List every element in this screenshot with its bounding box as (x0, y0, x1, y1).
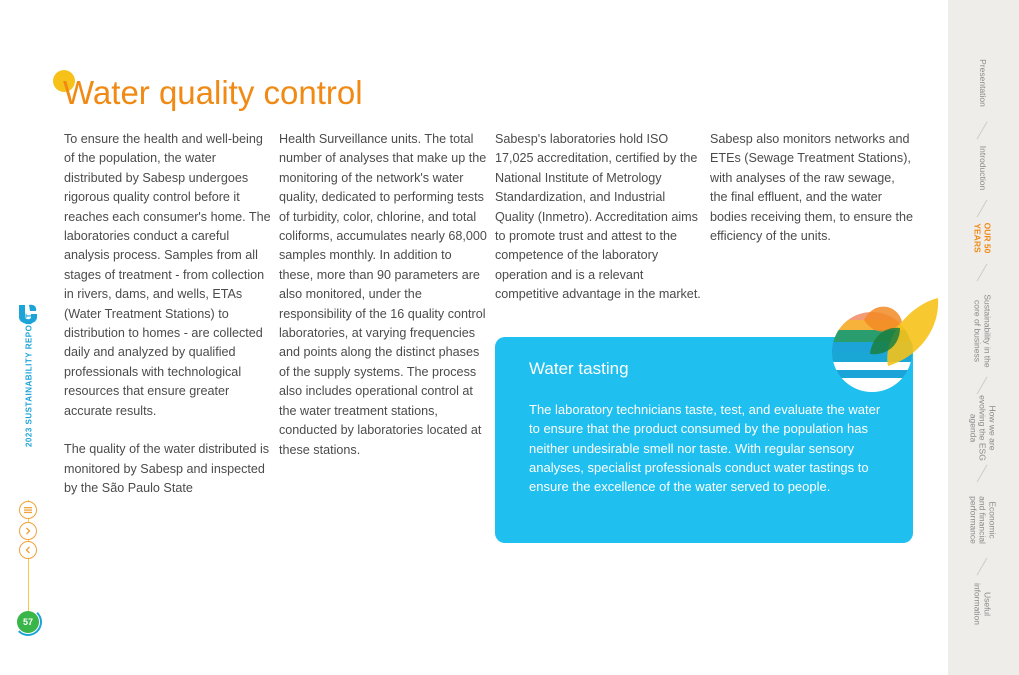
sidebar-item-economic-performance[interactable]: Economic and financial performance (968, 496, 998, 544)
page-title: Water quality control (63, 74, 363, 111)
text-column-2 (279, 130, 489, 460)
sidebar-separator (977, 465, 988, 483)
sidebar-separator (977, 264, 988, 282)
chevron-left-icon (23, 545, 33, 555)
column-2-paragraph-1: Health Surveillance units. The total number of analyses that make up the monitoring of the network's water quality, dedicated to performing tests of turbidity, color, chlorine, and total coliforms, accumulates nearly 68,000 samples monthly. In addition to these, more than 90 parameters are also monitored, under the responsibility of the 16 quality control laboratories, at varying frequencies and points along the distinct phases of the supply systems. The process also includes operational control at the water treatment stations, conducted by laboratories located at these stations. (279, 132, 487, 457)
text-column-1 (64, 130, 274, 498)
sidebar-item-our-50-years[interactable]: OUR 50 YEARS (973, 222, 993, 254)
sidebar-item-sustainability[interactable]: Sustainability in the core of business (973, 294, 993, 368)
chevron-right-icon (23, 526, 33, 536)
sidebar-item-presentation[interactable]: Presentation (977, 59, 988, 107)
section-sidebar (948, 0, 1019, 675)
sidebar-item-esg-agenda[interactable]: How we are evolving the ESG agenda (968, 395, 998, 461)
sidebar-separator (977, 122, 988, 140)
sidebar-separator (977, 200, 988, 218)
text-column-3 (495, 130, 705, 305)
sidebar-separator (977, 558, 988, 576)
text-column-4 (710, 130, 915, 246)
report-label: 2023 SUSTAINABILITY REPORT (24, 312, 34, 448)
column-1-paragraph-1: To ensure the health and well-being of the population, the water distributed by Sabesp undergoes rigorous quality control before it reaches each consumer's home. The laboratories conduct a careful analysis process. Samples from all stages of treatment - from collection in rivers, dams, and wells, ETAs (Water Treatment Stations) to distribution to homes - are collected daily and analyzed by qualified professionals with technological resources that ensure greater accurate results. (64, 132, 271, 418)
water-tasting-title: Water tasting (529, 359, 629, 378)
sidebar-separator (977, 377, 988, 395)
column-1-paragraph-2: The quality of the water distributed is monitored by Sabesp and inspected by the São Paulo State (64, 442, 270, 495)
column-4-paragraph-1: Sabesp also monitors networks and ETEs (Sewage Treatment Stations), with analyses of the raw sewage, the final effluent, and the water bodies receiving them, to ensure the efficiency of the units. (710, 132, 914, 244)
page-number: 57 (17, 611, 39, 633)
sidebar-item-useful-information[interactable]: Useful information (973, 582, 993, 626)
sidebar-item-introduction[interactable]: Introduction (977, 145, 988, 191)
previous-page-button[interactable] (19, 541, 37, 559)
water-drop-leaf-illustration (828, 296, 940, 400)
water-tasting-text: The laboratory technicians taste, test, and evaluate the water to ensure that the product consumed by the population has neither undesirable smell nor taste. With regular sensory analyses, specialist professionals conduct water tastings to ensure the excellence of the water served to people. (529, 402, 881, 495)
column-3-paragraph-1: Sabesp's laboratories hold ISO 17,025 accreditation, certified by the National Institute of Metrology Standardization, and Industrial Quality (Inmetro). Accreditation aims to promote trust and attest to the competence of the laboratory operation and is a relevant competitive advantage in the market. (495, 132, 701, 302)
next-page-button[interactable] (19, 522, 37, 540)
menu-icon (23, 505, 33, 515)
menu-button[interactable] (19, 501, 37, 519)
